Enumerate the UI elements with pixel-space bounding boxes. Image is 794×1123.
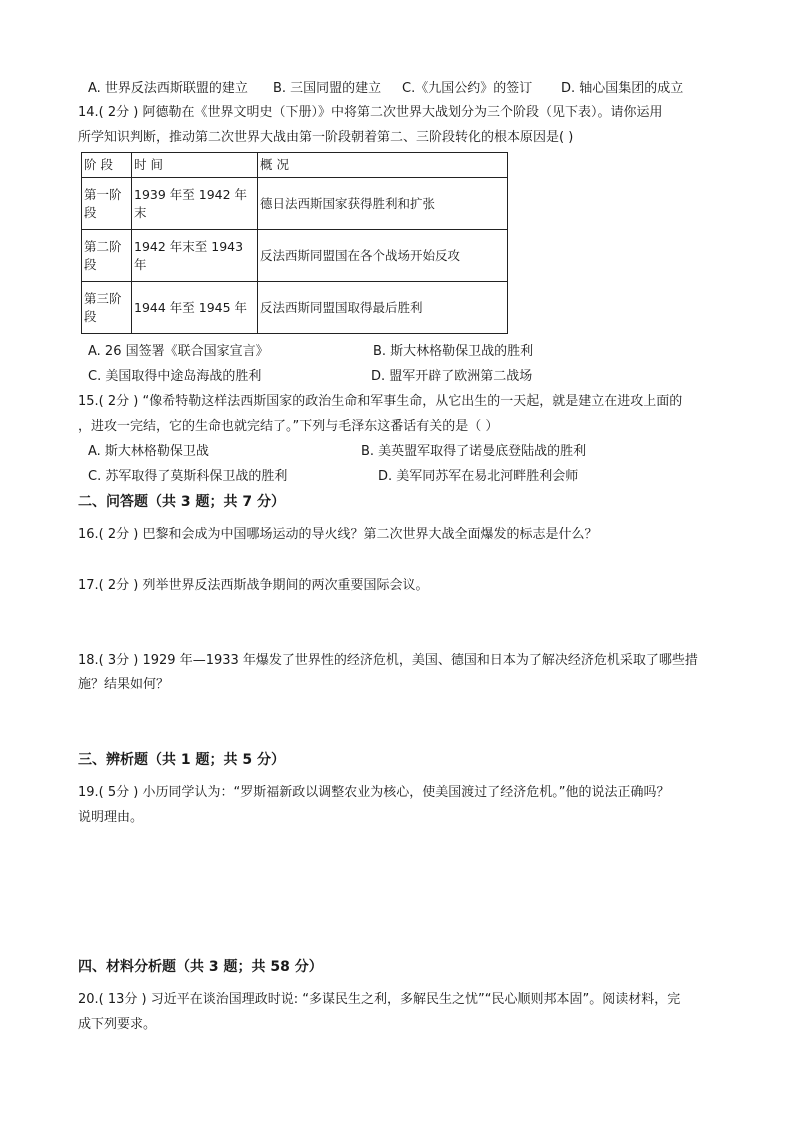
q13-option-b: B. 三国同盟的建立 (273, 81, 382, 96)
section4-heading: 四、材料分析题（共 3 题；共 58 分） (78, 959, 323, 975)
q14-stem-line2: 所学知识判断，推动第二次世界大战由第一阶段朝着第二、三阶段转化的根本原因是( ) (78, 130, 574, 145)
overview-cell: 反法西斯同盟国取得最后胜利 (258, 282, 508, 334)
stage-cell: 第二阶 段 (82, 230, 132, 282)
q20-stem-line2: 成下列要求。 (78, 1017, 157, 1032)
table-row (82, 178, 508, 230)
table-row (82, 282, 508, 334)
table-row (82, 230, 508, 282)
q14-option-c: C. 美国取得中途岛海战的胜利 (88, 369, 262, 384)
q13-option-c: C.《九国公约》的签订 (402, 81, 533, 96)
stage-table (81, 152, 508, 334)
q15-option-a: A. 斯大林格勒保卫战 (88, 444, 209, 459)
q13-option-a: A. 世界反法西斯联盟的建立 (88, 81, 248, 96)
overview-cell: 反法西斯同盟国在各个战场开始反攻 (258, 230, 508, 282)
section2-heading: 二、问答题（共 3 题；共 7 分） (78, 494, 285, 510)
q14-option-b: B. 斯大林格勒保卫战的胜利 (373, 344, 534, 359)
q18-stem-line2: 施？结果如何？ (78, 677, 170, 692)
section3-heading: 三、辨析题（共 1 题；共 5 分） (78, 752, 285, 768)
stage-cell: 第一阶 段 (82, 178, 132, 230)
q15-stem-line1: 15.( 2分 ) “像希特勒这样法西斯国家的政治生命和军事生命，从它出生的一天起，就是建立在进攻上面的 (78, 394, 683, 409)
table-header-row (82, 153, 508, 178)
q15-option-d: D. 美军同苏军在易北河畔胜利会师 (378, 469, 579, 484)
q13-option-d: D. 轴心国集团的成立 (561, 81, 684, 96)
overview-cell: 德日法西斯国家获得胜利和扩张 (258, 178, 508, 230)
time-cell: 1944 年至 1945 年 (132, 282, 258, 334)
q19-stem-line2: 说明理由。 (78, 810, 144, 825)
q15-option-b: B. 美英盟军取得了诺曼底登陆战的胜利 (361, 444, 587, 459)
stage-cell: 第三阶 段 (82, 282, 132, 334)
q15-option-c: C. 苏军取得了莫斯科保卫战的胜利 (88, 469, 288, 484)
time-cell: 1942 年末至 1943 年 (132, 230, 258, 282)
q14-option-a: A. 26 国签署《联合国家宣言》 (88, 344, 269, 359)
header-overview: 概 况 (258, 153, 508, 178)
q18-stem-line1: 18.( 3分 ) 1929 年—1933 年爆发了世界性的经济危机，美国、德国和日本为了解决经济危机采取了哪些措 (78, 653, 698, 668)
q16-stem: 16.( 2分 ) 巴黎和会成为中国哪场运动的导火线？第二次世界大战全面爆发的标志是什么？ (78, 527, 598, 542)
header-time: 时 间 (132, 153, 258, 178)
q17-stem: 17.( 2分 ) 列举世界反法西斯战争期间的两次重要国际会议。 (78, 578, 429, 593)
time-cell: 1939 年至 1942 年末 (132, 178, 258, 230)
q14-stem-line1: 14.( 2分 ) 阿德勒在《世界文明史（下册）》中将第二次世界大战划分为三个阶段（见下表）。请你运用 (78, 105, 663, 120)
q20-stem-line1: 20.( 13分 ) 习近平在谈治国理政时说: “多谋民生之利，多解民生之忧”“民心顺则邦本固”。阅读材料，完 (78, 992, 681, 1007)
q19-stem-line1: 19.( 5分 ) 小历同学认为：“罗斯福新政以调整农业为核心，使美国渡过了经济危机。”他的说法正确吗？ (78, 785, 670, 800)
q15-stem-line2: ，进攻一完结，它的生命也就完结了。”下列与毛泽东这番话有关的是（ ） (78, 419, 499, 434)
header-stage: 阶 段 (82, 153, 132, 178)
q14-option-d: D. 盟军开辟了欧洲第二战场 (371, 369, 533, 384)
